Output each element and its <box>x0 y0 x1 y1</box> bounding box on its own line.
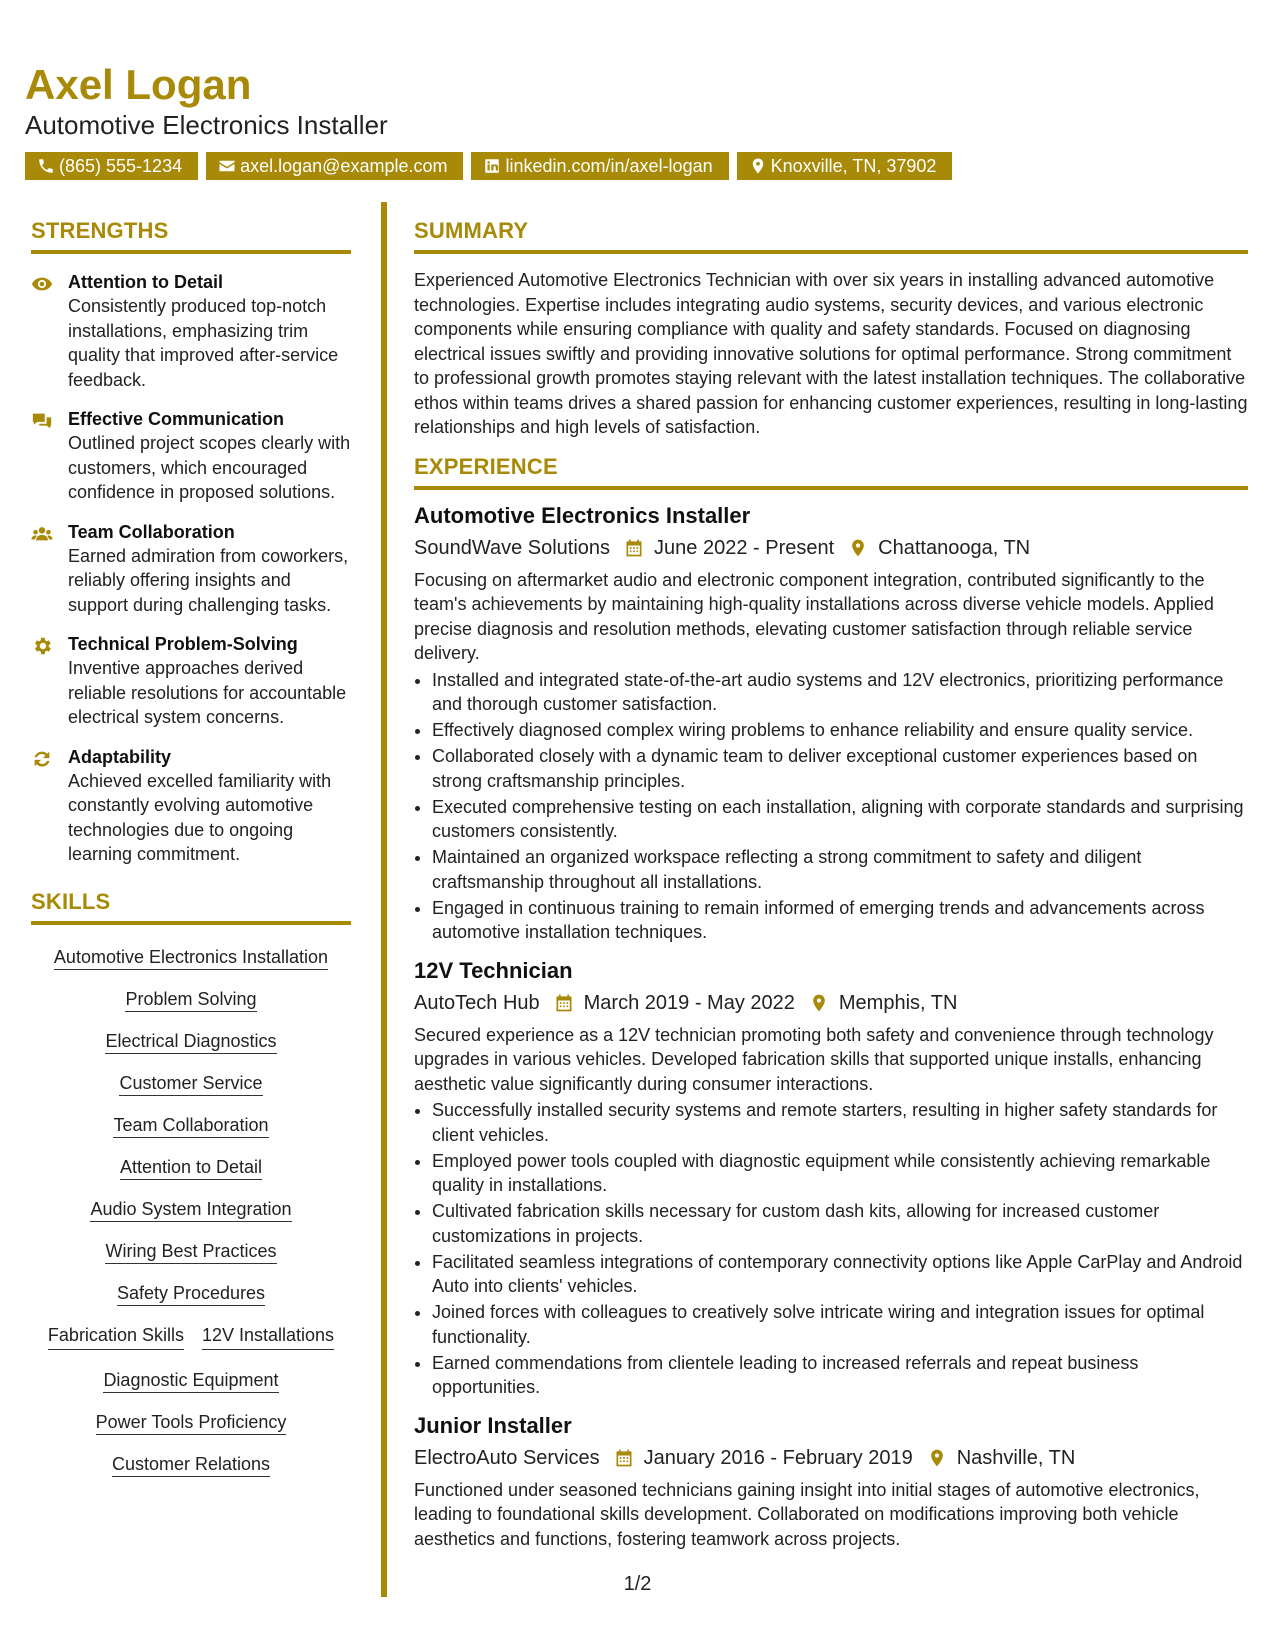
skill-tag: Audio System Integration <box>90 1199 291 1222</box>
job-bullets <box>414 668 1248 945</box>
job-location: Memphis, TN <box>838 991 958 1014</box>
calendar-icon <box>554 993 574 1013</box>
strength-item <box>31 407 351 505</box>
skill-tag: Automotive Electronics Installation <box>54 947 328 970</box>
skill-tag: Problem Solving <box>125 989 256 1012</box>
map-pin-icon <box>848 538 868 558</box>
skill-tag: Team Collaboration <box>113 1115 268 1138</box>
job-description: Focusing on aftermarket audio and electronic component integration, contributed significantly to the team's achievements by maintaining high-quality installations across diverse vehicle models. Applied precise diagnosis and resolution methods, elevating customer satisfaction through reliable service delivery. <box>414 569 1214 663</box>
summary-text: Experienced Automotive Electronics Technician with over six years in installing advanced automotive technologies. Expertise includes integrating audio systems, security devices, and various electronic components while ensuring compliance with quality and safety standards. Focused on diagnosing electrical issues swiftly and providing innovative solutions for optimal performance. Strong commitment to professional growth promotes staying relevant with the latest installation techniques. The collaborative ethos within teams drives a shared passion for enhancing customer experiences, resulting in long-lasting relationships and high levels of satisfaction. <box>414 270 1248 437</box>
job-company: ElectroAuto Services <box>414 1446 600 1469</box>
skill-tag: Power Tools Proficiency <box>96 1412 287 1435</box>
candidate-title: Automotive Electronics Installer <box>25 110 388 140</box>
page-number: 1/2 <box>623 1573 652 1595</box>
skill-tag: Customer Service <box>119 1073 262 1096</box>
job-bullet: • Employed power tools coupled with diagnostic equipment while consistently achieving remarkable quality in installations. <box>432 1149 1248 1198</box>
envelope-icon <box>218 157 236 175</box>
strength-item <box>31 745 351 867</box>
job-dates: June 2022 - Present <box>654 536 835 559</box>
map-pin-icon <box>749 157 767 175</box>
skills-heading: SKILLS <box>31 889 351 925</box>
strength-item <box>31 270 351 392</box>
calendar-icon <box>614 1448 634 1468</box>
users-icon <box>31 523 53 545</box>
strength-title: Attention to Detail <box>68 272 223 292</box>
strength-description: Consistently produced top-notch installations, emphasizing trim quality that improved after-service feedback. <box>68 296 339 390</box>
strength-item <box>31 520 351 618</box>
strength-title: Adaptability <box>68 746 172 767</box>
skills-list <box>31 933 351 1476</box>
job-bullets <box>414 1098 1248 1400</box>
right-column <box>414 218 1248 1551</box>
strength-title: Team Collaboration <box>68 521 235 542</box>
job-title: 12V Technician <box>414 957 573 983</box>
job-title: Automotive Electronics Installer <box>414 502 751 528</box>
skill-tag: 12V Installations <box>202 1323 334 1350</box>
job-bullet: • Installed and integrated state-of-the-art audio systems and 12V electronics, prioritizing performance and thorough customer satisfaction. <box>432 668 1248 717</box>
column-divider <box>381 202 387 1597</box>
contact-email[interactable] <box>206 152 463 180</box>
phone-text: (865) 555-1234 <box>59 156 183 176</box>
job-location: Nashville, TN <box>956 1446 1076 1469</box>
job-location: Chattanooga, TN <box>878 536 1031 559</box>
job-entry <box>414 957 1248 1400</box>
skill-tag: Diagnostic Equipment <box>103 1370 278 1393</box>
job-entry <box>414 1412 1248 1552</box>
skill-tag: Electrical Diagnostics <box>105 1031 276 1054</box>
contact-location <box>737 152 953 180</box>
calendar-icon <box>624 538 644 558</box>
strength-description: Inventive approaches derived reliable resolutions for accountable electrical system concerns. <box>68 658 347 727</box>
job-bullet: • Earned commendations from clientele leading to increased referrals and repeat business opportunities. <box>432 1351 1248 1400</box>
strength-title: Technical Problem-Solving <box>68 634 298 654</box>
location-text: Knoxville, TN, 37902 <box>770 156 937 176</box>
strength-description: Achieved excelled familiarity with constantly evolving automotive technologies due to ongoing learning commitment. <box>68 770 332 864</box>
job-bullet: • Engaged in continuous training to remain informed of emerging trends and advancements across automotive installation techniques. <box>432 896 1248 945</box>
job-bullet: • Maintained an organized workspace reflecting a strong commitment to safety and diligent craftsmanship throughout all installations. <box>432 845 1248 894</box>
map-pin-icon <box>927 1448 947 1468</box>
experience-heading: EXPERIENCE <box>414 454 1248 490</box>
job-company: SoundWave Solutions <box>414 536 611 559</box>
job-entry <box>414 502 1248 945</box>
skill-tag: Attention to Detail <box>120 1157 262 1180</box>
job-company: AutoTech Hub <box>414 991 540 1014</box>
contact-linkedin[interactable] <box>471 152 728 180</box>
job-description: Secured experience as a 12V technician promoting both safety and convenience through technology upgrades in various vehicles. Developed fabrication skills that supported unique installs, enhancing aesthetic value significantly during consumer interactions. <box>414 1024 1214 1094</box>
map-pin-icon <box>809 993 829 1013</box>
strength-title: Effective Communication <box>68 409 285 429</box>
strength-description: Earned admiration from coworkers, reliably offering insights and support during challenging tasks. <box>68 545 349 615</box>
refresh-icon <box>31 748 53 770</box>
strength-description: Outlined project scopes clearly with customers, which encouraged confidence in proposed solutions. <box>68 433 351 502</box>
job-bullet: • Executed comprehensive testing on each installation, aligning with corporate standards and surprising customers consistently. <box>432 795 1248 844</box>
job-bullet: • Cultivated fabrication skills necessary for custom dash kits, allowing for increased customer customizations in projects. <box>432 1199 1248 1248</box>
contact-phone[interactable] <box>25 152 198 180</box>
gear-icon <box>31 635 53 657</box>
skill-tag: Safety Procedures <box>117 1283 265 1306</box>
job-dates: March 2019 - May 2022 <box>583 991 795 1014</box>
strength-item <box>31 632 351 730</box>
linkedin-icon <box>483 157 501 175</box>
linkedin-text: linkedin.com/in/axel-logan <box>505 156 713 176</box>
skill-tag: Wiring Best Practices <box>105 1241 276 1264</box>
summary-heading: SUMMARY <box>414 218 1248 254</box>
email-text: axel.logan@example.com <box>240 156 448 176</box>
strengths-heading: STRENGTHS <box>31 218 351 254</box>
job-bullet: • Joined forces with colleagues to creatively solve intricate wiring and integration issues for optimal functionality. <box>432 1300 1248 1349</box>
skill-tag: Customer Relations <box>112 1454 270 1477</box>
job-title: Junior Installer <box>414 1412 572 1438</box>
job-bullet: • Successfully installed security systems and remote starters, resulting in higher safety standards for client vehicles. <box>432 1098 1248 1147</box>
contact-bar <box>25 152 952 180</box>
phone-icon <box>37 157 55 175</box>
comments-icon <box>31 410 53 432</box>
job-bullet: • Effectively diagnosed complex wiring problems to enhance reliability and ensure quality service. <box>432 718 1248 743</box>
job-bullet: • Collaborated closely with a dynamic team to deliver exceptional customer experiences based on strong craftsmanship principles. <box>432 744 1248 793</box>
skill-tag: Fabrication Skills <box>48 1323 184 1350</box>
job-dates: January 2016 - February 2019 <box>643 1446 913 1469</box>
eye-icon <box>31 273 53 295</box>
job-bullet: • Facilitated seamless integrations of contemporary connectivity options like Apple CarPlay and Android Auto into clients' vehicles. <box>432 1250 1248 1299</box>
job-description: Functioned under seasoned technicians gaining insight into initial stages of automotive electronics, leading to foundational skills development. Collaborated on modifications improving both vehicle aesthetics and functions, fostering teamwork across projects. <box>414 1479 1200 1549</box>
left-column <box>31 218 351 1476</box>
candidate-name: Axel Logan <box>25 61 252 108</box>
